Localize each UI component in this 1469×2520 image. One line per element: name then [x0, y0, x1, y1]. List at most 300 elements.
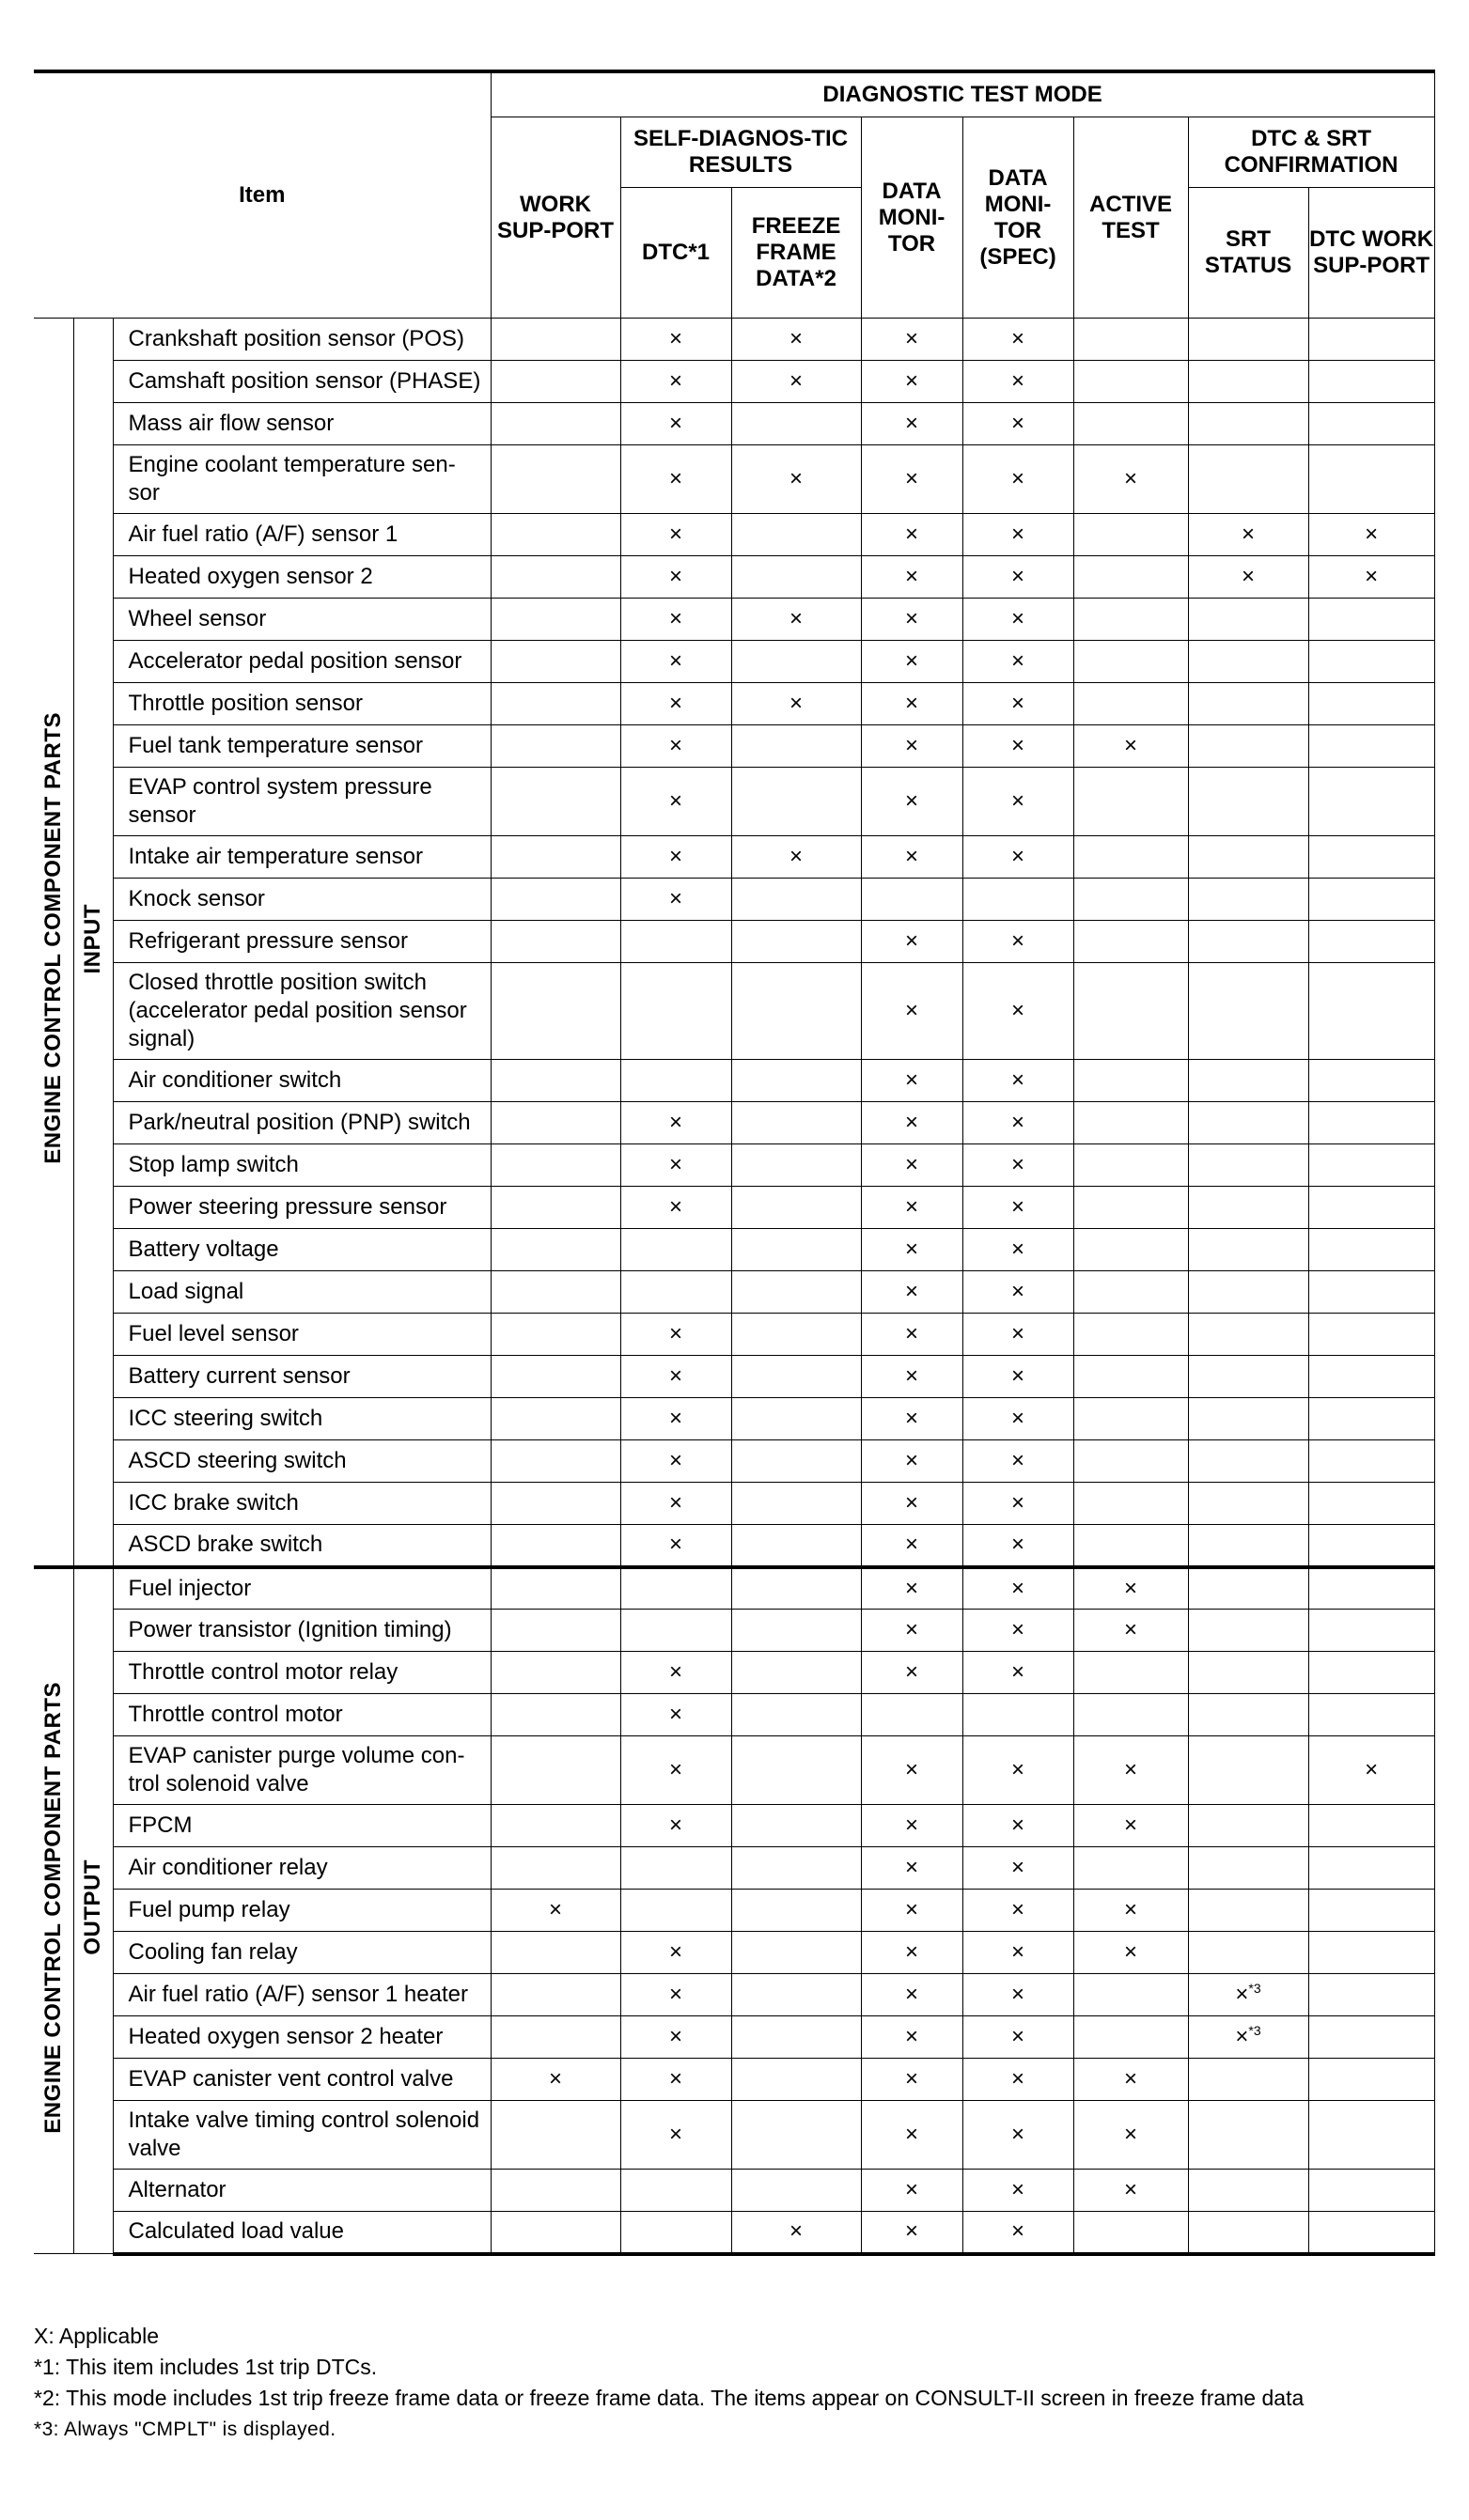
freeze-frame-cell [731, 1890, 861, 1932]
dtc-cell: × [620, 1483, 731, 1525]
table-row [34, 768, 1434, 836]
data-monitor-spec-cell: × [962, 1271, 1073, 1314]
freeze-frame-cell [731, 1805, 861, 1847]
dtc-cell: × [620, 1144, 731, 1187]
active-test-cell: × [1073, 2059, 1188, 2101]
item-name: Power steering pressure sensor [113, 1187, 491, 1229]
dtc-work-support-cell [1308, 963, 1434, 1060]
active-test-cell [1073, 599, 1188, 641]
active-test-cell [1073, 1102, 1188, 1144]
item-header: Item [34, 71, 491, 319]
active-test-cell: × [1073, 1805, 1188, 1847]
freeze-frame-cell [731, 1567, 861, 1610]
dtc-work-support-cell [1308, 1440, 1434, 1483]
table-row [34, 2101, 1434, 2170]
data-monitor-spec-cell: × [962, 1525, 1073, 1567]
srt-status-cell [1188, 1314, 1308, 1356]
data-monitor-spec-cell: × [962, 1652, 1073, 1694]
srt-status-cell [1188, 1890, 1308, 1932]
table-row [34, 1610, 1434, 1652]
data-monitor-spec-cell: × [962, 1229, 1073, 1271]
table-row [34, 1102, 1434, 1144]
item-name: Power transistor (Ignition timing) [113, 1610, 491, 1652]
data-monitor-spec-cell: × [962, 1314, 1073, 1356]
data-monitor-cell: × [861, 361, 962, 403]
work-support-cell [491, 1440, 620, 1483]
data-monitor-spec-cell: × [962, 514, 1073, 556]
item-name: EVAP control system pressure sensor [113, 768, 491, 836]
freeze-frame-cell [731, 725, 861, 768]
work-support-cell [491, 319, 620, 361]
dtc-srt-confirmation-header: DTC & SRT CONFIRMATION [1188, 117, 1434, 188]
data-monitor-cell: × [861, 1805, 962, 1847]
data-monitor-cell: × [861, 963, 962, 1060]
srt-status-cell [1188, 1694, 1308, 1736]
dtc-cell: × [620, 1932, 731, 1974]
table-row [34, 1847, 1434, 1890]
dtc-cell [620, 1271, 731, 1314]
srt-status-cell [1188, 836, 1308, 879]
freeze-frame-cell [731, 1847, 861, 1890]
data-monitor-cell: × [861, 2212, 962, 2254]
item-name: Intake valve timing control solenoid valve [113, 2101, 491, 2170]
active-test-cell [1073, 1525, 1188, 1567]
item-name: Air conditioner switch [113, 1060, 491, 1102]
table-row [34, 1356, 1434, 1398]
dtc-cell: × [620, 641, 731, 683]
data-monitor-spec-cell: × [962, 768, 1073, 836]
work-support-cell [491, 1694, 620, 1736]
table-row [34, 361, 1434, 403]
srt-status-cell [1188, 1144, 1308, 1187]
freeze-frame-cell [731, 1060, 861, 1102]
self-diagnostic-results-header: SELF-DIAGNOS-TIC RESULTS [620, 117, 861, 188]
srt-status-cell [1188, 1805, 1308, 1847]
dtc-cell: × [620, 1356, 731, 1398]
srt-status-cell [1188, 641, 1308, 683]
data-monitor-cell: × [861, 1102, 962, 1144]
dtc-cell: × [620, 2101, 731, 2170]
table-row [34, 1483, 1434, 1525]
active-test-cell: × [1073, 1610, 1188, 1652]
data-monitor-cell: × [861, 1314, 962, 1356]
item-name: Throttle position sensor [113, 683, 491, 725]
dtc-cell: × [620, 403, 731, 445]
dtc-cell: × [620, 361, 731, 403]
work-support-cell [491, 1229, 620, 1271]
item-name: FPCM [113, 1805, 491, 1847]
table-row [34, 879, 1434, 921]
table-row [34, 445, 1434, 514]
data-monitor-spec-cell: × [962, 556, 1073, 599]
active-test-cell [1073, 921, 1188, 963]
data-monitor-spec-cell: × [962, 1440, 1073, 1483]
srt-status-cell [1188, 1440, 1308, 1483]
active-test-cell [1073, 556, 1188, 599]
work-support-cell [491, 836, 620, 879]
table-row [34, 1144, 1434, 1187]
dtc-work-support-cell [1308, 641, 1434, 683]
active-test-cell [1073, 2016, 1188, 2059]
data-monitor-cell: × [861, 1440, 962, 1483]
data-monitor-spec-cell: × [962, 1974, 1073, 2016]
active-test-cell: × [1073, 1890, 1188, 1932]
dtc-cell: × [620, 1398, 731, 1440]
work-support-cell [491, 921, 620, 963]
dtc-cell: × [620, 725, 731, 768]
dtc-work-support-cell [1308, 1356, 1434, 1398]
table-body [34, 319, 1434, 2254]
data-monitor-cell: × [861, 1483, 962, 1525]
work-support-cell [491, 1271, 620, 1314]
work-support-cell [491, 1652, 620, 1694]
srt-status-cell [1188, 2059, 1308, 2101]
data-monitor-cell: × [861, 725, 962, 768]
active-test-cell [1073, 361, 1188, 403]
active-test-cell [1073, 836, 1188, 879]
dtc-work-support-cell [1308, 403, 1434, 445]
freeze-frame-data-header: FREEZE FRAME DATA*2 [731, 188, 861, 319]
srt-status-cell [1188, 1974, 1308, 2016]
data-monitor-cell: × [861, 1398, 962, 1440]
data-monitor-spec-cell: × [962, 1102, 1073, 1144]
srt-status-cell [1188, 2101, 1308, 2170]
work-support-cell [491, 445, 620, 514]
srt-status-cell [1188, 879, 1308, 921]
srt-status-cell [1188, 963, 1308, 1060]
active-test-cell: × [1073, 725, 1188, 768]
data-monitor-cell: × [861, 921, 962, 963]
active-test-cell: × [1073, 1932, 1188, 1974]
data-monitor-cell: × [861, 1610, 962, 1652]
dtc-work-support-cell [1308, 1483, 1434, 1525]
work-support-cell [491, 1102, 620, 1144]
item-name: Mass air flow sensor [113, 403, 491, 445]
data-monitor-cell [861, 1694, 962, 1736]
dtc-cell [620, 1610, 731, 1652]
freeze-frame-cell [731, 2170, 861, 2212]
dtc-cell: × [620, 836, 731, 879]
freeze-frame-cell: × [731, 836, 861, 879]
item-name: Fuel level sensor [113, 1314, 491, 1356]
active-test-cell: × [1073, 2170, 1188, 2212]
item-name: ICC brake switch [113, 1483, 491, 1525]
freeze-frame-cell [731, 879, 861, 921]
srt-status-cell [1188, 1932, 1308, 1974]
srt-status-cell [1188, 1736, 1308, 1805]
item-name: ASCD steering switch [113, 1440, 491, 1483]
freeze-frame-cell [731, 1932, 861, 1974]
dtc-work-support-cell [1308, 361, 1434, 403]
dtc-cell: × [620, 1652, 731, 1694]
work-support-cell [491, 1525, 620, 1567]
data-monitor-spec-cell [962, 879, 1073, 921]
dtc-cell [620, 1890, 731, 1932]
dtc-work-support-cell [1308, 2059, 1434, 2101]
data-monitor-cell: × [861, 2059, 962, 2101]
table-row [34, 1314, 1434, 1356]
dtc-work-support-cell [1308, 1525, 1434, 1567]
active-test-cell [1073, 1314, 1188, 1356]
data-monitor-spec-cell: × [962, 2212, 1073, 2254]
table-row [34, 1440, 1434, 1483]
work-support-cell [491, 1314, 620, 1356]
srt-status-cell [1188, 2016, 1308, 2059]
data-monitor-cell: × [861, 683, 962, 725]
table-row [34, 319, 1434, 361]
data-monitor-spec-cell: × [962, 1805, 1073, 1847]
work-support-cell [491, 514, 620, 556]
work-support-cell: × [491, 1890, 620, 1932]
item-name: Park/neutral position (PNP) switch [113, 1102, 491, 1144]
dtc-cell: × [620, 1102, 731, 1144]
freeze-frame-cell [731, 1694, 861, 1736]
table-row [34, 514, 1434, 556]
freeze-frame-cell [731, 1229, 861, 1271]
output-sub-label [73, 1567, 113, 2254]
data-monitor-spec-cell: × [962, 403, 1073, 445]
dtc-header: DTC*1 [620, 188, 731, 319]
data-monitor-spec-cell: × [962, 963, 1073, 1060]
data-monitor-spec-cell: × [962, 1932, 1073, 1974]
item-name: Stop lamp switch [113, 1144, 491, 1187]
freeze-frame-cell [731, 1187, 861, 1229]
work-support-cell [491, 1398, 620, 1440]
dtc-cell [620, 2212, 731, 2254]
item-name: Battery current sensor [113, 1356, 491, 1398]
table-row [34, 725, 1434, 768]
dtc-work-support-cell [1308, 1060, 1434, 1102]
dtc-cell [620, 921, 731, 963]
srt-status-cell [1188, 361, 1308, 403]
work-support-cell [491, 2212, 620, 2254]
dtc-work-support-cell [1308, 1694, 1434, 1736]
dtc-cell: × [620, 445, 731, 514]
srt-status-cell [1188, 1271, 1308, 1314]
freeze-frame-cell [731, 1144, 861, 1187]
work-support-cell [491, 1356, 620, 1398]
dtc-cell: × [620, 1805, 731, 1847]
dtc-cell: × [620, 514, 731, 556]
dtc-work-support-cell [1308, 1187, 1434, 1229]
active-test-cell [1073, 963, 1188, 1060]
dtc-cell: × [620, 879, 731, 921]
item-name: Camshaft position sensor (PHASE) [113, 361, 491, 403]
active-test-cell [1073, 319, 1188, 361]
dtc-work-support-cell [1308, 1652, 1434, 1694]
dtc-cell: × [620, 319, 731, 361]
item-name: Load signal [113, 1271, 491, 1314]
dtc-cell: × [620, 683, 731, 725]
dtc-work-support-cell: × [1308, 556, 1434, 599]
data-monitor-spec-header: DATA MONI-TOR (SPEC) [962, 117, 1073, 319]
dtc-work-support-cell [1308, 1567, 1434, 1610]
srt-status-cell [1188, 1483, 1308, 1525]
srt-status-cell [1188, 319, 1308, 361]
work-support-cell [491, 963, 620, 1060]
active-test-cell [1073, 641, 1188, 683]
work-support-cell [491, 1736, 620, 1805]
dtc-cell: × [620, 1974, 731, 2016]
active-test-cell [1073, 514, 1188, 556]
data-monitor-spec-cell: × [962, 1890, 1073, 1932]
data-monitor-spec-cell: × [962, 361, 1073, 403]
footnote-ref: *3 [1248, 2023, 1261, 2038]
srt-status-cell [1188, 1525, 1308, 1567]
srt-status-cell [1188, 1567, 1308, 1610]
active-test-cell [1073, 1483, 1188, 1525]
work-support-cell [491, 1610, 620, 1652]
data-monitor-cell: × [861, 1525, 962, 1567]
dtc-work-support-cell [1308, 1974, 1434, 2016]
dtc-work-support-cell [1308, 1398, 1434, 1440]
diagnostic-test-mode-table [34, 70, 1435, 2256]
table-row [34, 1271, 1434, 1314]
freeze-frame-cell [731, 1102, 861, 1144]
footnote-1: *1: This item includes 1st trip DTCs. [34, 2355, 378, 2379]
active-test-cell [1073, 1440, 1188, 1483]
item-name: Air conditioner relay [113, 1847, 491, 1890]
item-name: Refrigerant pressure sensor [113, 921, 491, 963]
srt-status-cell [1188, 1102, 1308, 1144]
dtc-cell: × [620, 1736, 731, 1805]
dtc-work-support-cell [1308, 1102, 1434, 1144]
item-name: Throttle control motor [113, 1694, 491, 1736]
item-name: Heated oxygen sensor 2 heater [113, 2016, 491, 2059]
item-name: Closed throttle position switch (accelerator pedal position sensor signal) [113, 963, 491, 1060]
table-row [34, 1974, 1434, 2016]
item-name: Calculated load value [113, 2212, 491, 2254]
srt-status-cell [1188, 1398, 1308, 1440]
output-group-text: ENGINE CONTROL COMPONENT PARTS [39, 1681, 66, 2134]
legend-note: X: Applicable [34, 2324, 159, 2348]
data-monitor-spec-cell: × [962, 683, 1073, 725]
srt-status-cell [1188, 403, 1308, 445]
data-monitor-cell: × [861, 836, 962, 879]
item-name: Heated oxygen sensor 2 [113, 556, 491, 599]
srt-status-cell [1188, 725, 1308, 768]
dtc-work-support-cell: × [1308, 514, 1434, 556]
active-test-cell [1073, 1974, 1188, 2016]
dtc-work-support-cell [1308, 921, 1434, 963]
data-monitor-spec-cell: × [962, 1398, 1073, 1440]
dtc-cell [620, 1567, 731, 1610]
data-monitor-cell: × [861, 403, 962, 445]
item-name: ICC steering switch [113, 1398, 491, 1440]
dtc-cell: × [620, 1314, 731, 1356]
output-group-label [34, 1567, 73, 2254]
dtc-work-support-cell [1308, 2016, 1434, 2059]
item-name: Crankshaft position sensor (POS) [113, 319, 491, 361]
data-monitor-cell: × [861, 768, 962, 836]
dtc-work-support-cell [1308, 1847, 1434, 1890]
work-support-cell [491, 1144, 620, 1187]
table-row [34, 836, 1434, 879]
data-monitor-spec-cell [962, 1694, 1073, 1736]
dtc-work-support-cell [1308, 879, 1434, 921]
active-test-cell [1073, 1398, 1188, 1440]
item-name: EVAP canister vent control valve [113, 2059, 491, 2101]
dtc-work-support-cell [1308, 1314, 1434, 1356]
table-row [34, 1805, 1434, 1847]
data-monitor-spec-cell: × [962, 1060, 1073, 1102]
dtc-work-support-cell [1308, 319, 1434, 361]
data-monitor-cell: × [861, 1187, 962, 1229]
work-support-cell [491, 1483, 620, 1525]
footnotes [34, 2321, 1304, 2445]
input-group-label [34, 319, 73, 1567]
dtc-cell: × [620, 768, 731, 836]
dtc-work-support-cell [1308, 683, 1434, 725]
active-test-cell [1073, 1229, 1188, 1271]
footnote-3: *3: Always "CMPLT" is displayed. [34, 2419, 336, 2440]
table-row [34, 2170, 1434, 2212]
data-monitor-cell [861, 879, 962, 921]
freeze-frame-cell [731, 1314, 861, 1356]
data-monitor-spec-cell: × [962, 1610, 1073, 1652]
freeze-frame-cell [731, 921, 861, 963]
active-test-cell [1073, 403, 1188, 445]
freeze-frame-cell [731, 1440, 861, 1483]
table-row [34, 683, 1434, 725]
data-monitor-cell: × [861, 1229, 962, 1271]
data-monitor-spec-cell: × [962, 2059, 1073, 2101]
table-row [34, 921, 1434, 963]
active-test-cell [1073, 1144, 1188, 1187]
work-support-cell [491, 2170, 620, 2212]
input-sub-text: INPUT [80, 903, 105, 973]
work-support-cell [491, 1060, 620, 1102]
active-test-cell [1073, 1356, 1188, 1398]
table-row [34, 1187, 1434, 1229]
dtc-cell: × [620, 599, 731, 641]
data-monitor-cell: × [861, 319, 962, 361]
item-name: Battery voltage [113, 1229, 491, 1271]
active-test-header: ACTIVE TEST [1073, 117, 1188, 319]
data-monitor-header: DATA MONI-TOR [861, 117, 962, 319]
work-support-cell [491, 641, 620, 683]
work-support-cell [491, 556, 620, 599]
table-row [34, 1398, 1434, 1440]
item-name: EVAP canister purge volume con-trol solenoid valve [113, 1736, 491, 1805]
table-row [34, 1652, 1434, 1694]
dtc-work-support-cell [1308, 768, 1434, 836]
table-row [34, 1229, 1434, 1271]
active-test-cell [1073, 2212, 1188, 2254]
freeze-frame-cell [731, 1974, 861, 2016]
srt-status-cell [1188, 445, 1308, 514]
freeze-frame-cell [731, 1610, 861, 1652]
data-monitor-cell: × [861, 1567, 962, 1610]
dtc-work-support-cell [1308, 836, 1434, 879]
dtc-cell [620, 1229, 731, 1271]
srt-status-cell [1188, 1610, 1308, 1652]
table-row [34, 599, 1434, 641]
work-support-cell [491, 599, 620, 641]
table-row [34, 1567, 1434, 1610]
data-monitor-cell: × [861, 1974, 962, 2016]
applicable-mark: × [1235, 1982, 1249, 2007]
active-test-cell: × [1073, 2101, 1188, 2170]
item-name: Engine coolant temperature sen-sor [113, 445, 491, 514]
table-row [34, 2016, 1434, 2059]
srt-status-cell [1188, 683, 1308, 725]
dtc-work-support-cell [1308, 599, 1434, 641]
work-support-cell [491, 2101, 620, 2170]
data-monitor-cell: × [861, 1271, 962, 1314]
dtc-work-support-cell [1308, 1932, 1434, 1974]
work-support-cell [491, 1567, 620, 1610]
